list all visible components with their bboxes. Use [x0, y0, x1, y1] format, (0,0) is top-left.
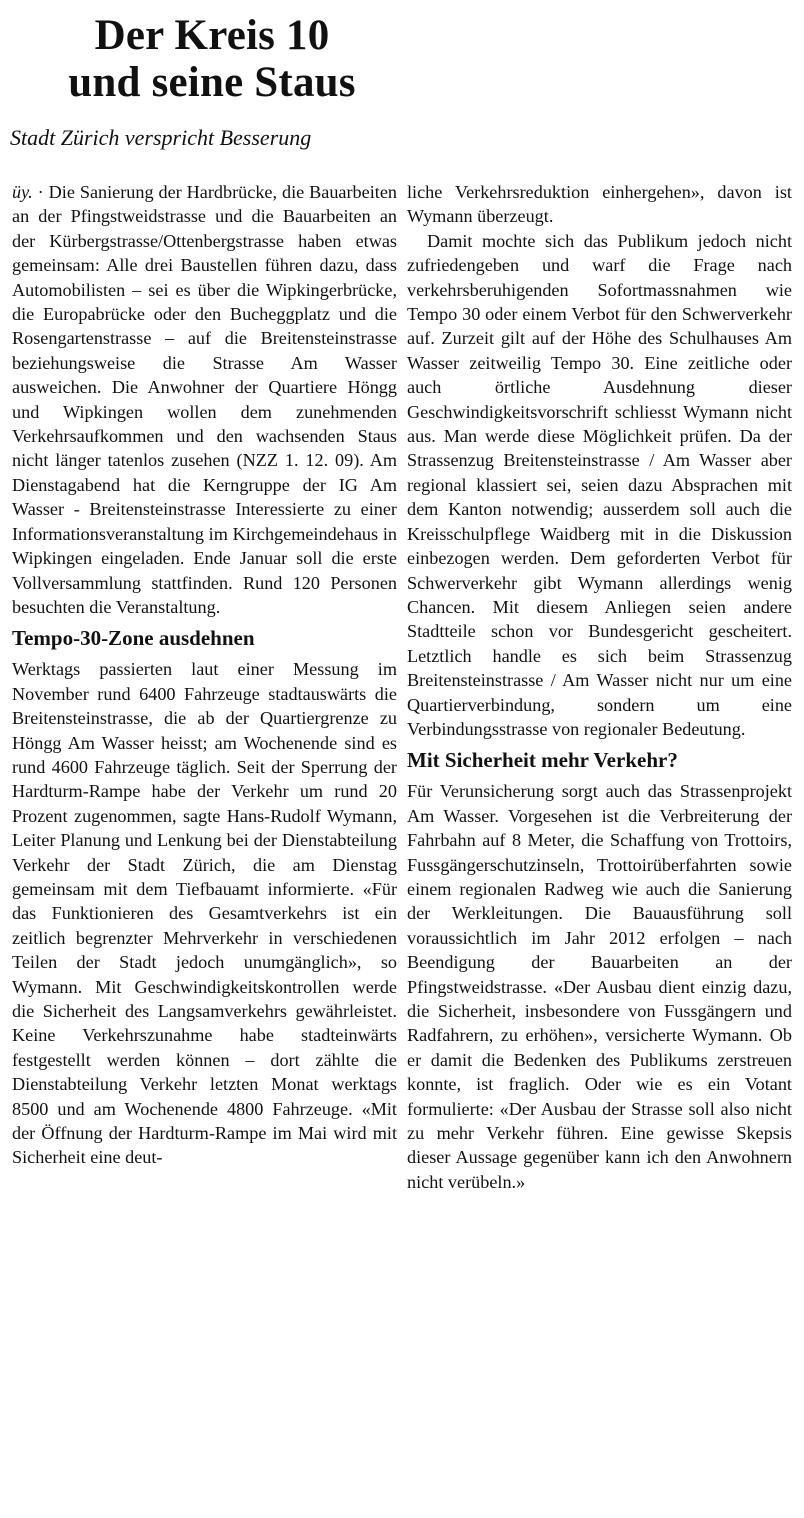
paragraph-1-text: Die Sanierung der Hardbrücke, die Bauarbeiten an der Pfingstweidstrasse und die Bauarbeiten an der Kürbergstrasse/Ottenbergstrasse haben etwas gemeinsam: Alle drei Baustellen führen dazu, dass Automobilisten – sei es über die Wipkingerbrücke, die Europabrücke oder den Bucheggplatz und die Rosengartenstrasse – auf die Breitensteinstrasse beziehungsweise die Strasse Am Wasser ausweichen. Die Anwohner der Quartiere Höngg und Wipkingen wollen dem zunehmenden Verkehrsaufkommen und den wachsenden Staus nicht länger tatenlos zusehen (NZZ 1. 12. 09). Am Dienstagabend hat die Kerngruppe der IG Am Wasser - Breitensteinstrasse Interessierte zu einer Informationsveranstaltung im Kirchgemeindehaus in Wipkingen eingeladen. Ende Januar soll die erste Vollversammlung stattfinden. Rund 120 Personen besuchten die Veranstaltung. — [12, 182, 397, 617]
subtitle: Stadt Zürich verspricht Besserung — [10, 125, 312, 150]
headline — [12, 12, 412, 106]
headline-line-1: Der Kreis 10 — [94, 12, 330, 59]
column-right — [407, 180, 792, 1194]
paragraph-4: Für Verunsicherung sorgt auch das Strassenprojekt Am Wasser. Vorgesehen ist die Verbreiterung der Fahrbahn auf 8 Meter, die Schaffung von Trottoirs, Fussgängerschutzinseln, Trottoirüberfahrten sowie einem regionalen Radweg wie auch die Sanierung der Werkleitungen. Die Bauausführung soll voraussichtlich im Jahr 2012 erfolgen – nach Beendigung der Bauarbeiten an der Pfingstweidstrasse. «Der Ausbau dient einzig dazu, die Sicherheit, insbesondere von Fussgängern und Radfahrern, zu erhöhen», versicherte Wymann. Ob er damit die Bedenken des Publikums zerstreuen konnte, ist fraglich. Oder wie es ein Votant formulierte: «Der Ausbau der Strasse soll also nicht zu mehr Verkehr führen. Eine gewisse Skepsis dieser Aussage gegenüber kann ich den Anwohnern nicht verübeln.» — [407, 781, 792, 1192]
paragraph-2-part-1: Werktags passierten laut einer Messung im November rund 6400 Fahrzeuge stadtauswärts die Breitensteinstrasse, die ab der Quartiergrenze zu Höngg Am Wasser heisst; am Wochenende sind es rund 4600 Fahrzeuge täglich. Seit der Sperrung der Hardturm-Rampe habe der Verkehr um rund 20 Prozent zugenommen, sagte Hans-Rudolf Wymann, Leiter Planung und Lenkung bei der Dienstabteilung Verkehr der Stadt Zürich, die am Dienstag gemeinsam mit dem Tiefbauamt informierte. «Für das Funktionieren des Gesamtverkehrs ist ein zeitlich begrenzter Mehrverkehr in verschiedenen Teilen der Stadt jedoch unumgänglich», so Wymann. Mit Geschwindigkeitskontrollen werde die Sicherheit des Langsamverkehrs gewährleistet. Keine Verkehrszunahme habe stadteinwärts festgestellt werden können – dort zählte die Dienstabteilung Verkehr letzten Monat werktags 8500 und am Wochenende 4800 Fahrzeuge. «Mit der Öffnung der Hardturm-Rampe im Mai wird mit Sicherheit eine deut- — [12, 659, 397, 1168]
byline: üy. — [12, 182, 33, 202]
section-heading-tempo-30: Tempo-30-Zone ausdehnen — [12, 626, 255, 651]
paragraph-intro — [12, 180, 397, 619]
byline-separator: · — [32, 182, 49, 202]
column-left — [12, 180, 397, 1170]
paragraph-3: Damit mochte sich das Publikum jedoch nicht zufriedengeben und warf die Frage nach verkehrsberuhigenden Sofortmassnahmen wie Tempo 30 oder einem Verbot für den Schwerverkehr auf. Zurzeit gilt auf der Höhe des Schulhauses Am Wasser zeitweilig Tempo 30. Eine zeitliche oder auch örtliche Ausdehnung dieser Geschwindigkeitsvorschrift schliesst Wymann nicht aus. Man werde diese Möglichkeit prüfen. Da der Strassenzug Breitensteinstrasse / Am Wasser aber regional klassiert sei, seien dazu Absprachen mit dem Kanton notwendig; ausserdem soll auch die Kreisschulpflege Waidberg mit in die Diskussion einbezogen werden. Dem geforderten Verbot für Schwerverkehr gibt Wymann allerdings wenig Chancen. Mit diesem Anliegen seien andere Stadtteile schon vor Bundesgericht gescheitert. Letztlich handle es sich beim Strassenzug Breitensteinstrasse / Am Wasser nicht nur um eine Quartierverbindung, sondern um eine Verbindungsstrasse von regionaler Bedeutung. — [407, 230, 792, 739]
headline-line-2: und seine Staus — [68, 59, 356, 106]
paragraph-2-part-2: liche Verkehrsreduktion einhergehen», davon ist Wymann überzeugt. — [407, 182, 792, 227]
section-heading-sicherheit: Mit Sicherheit mehr Verkehr? — [407, 748, 678, 773]
